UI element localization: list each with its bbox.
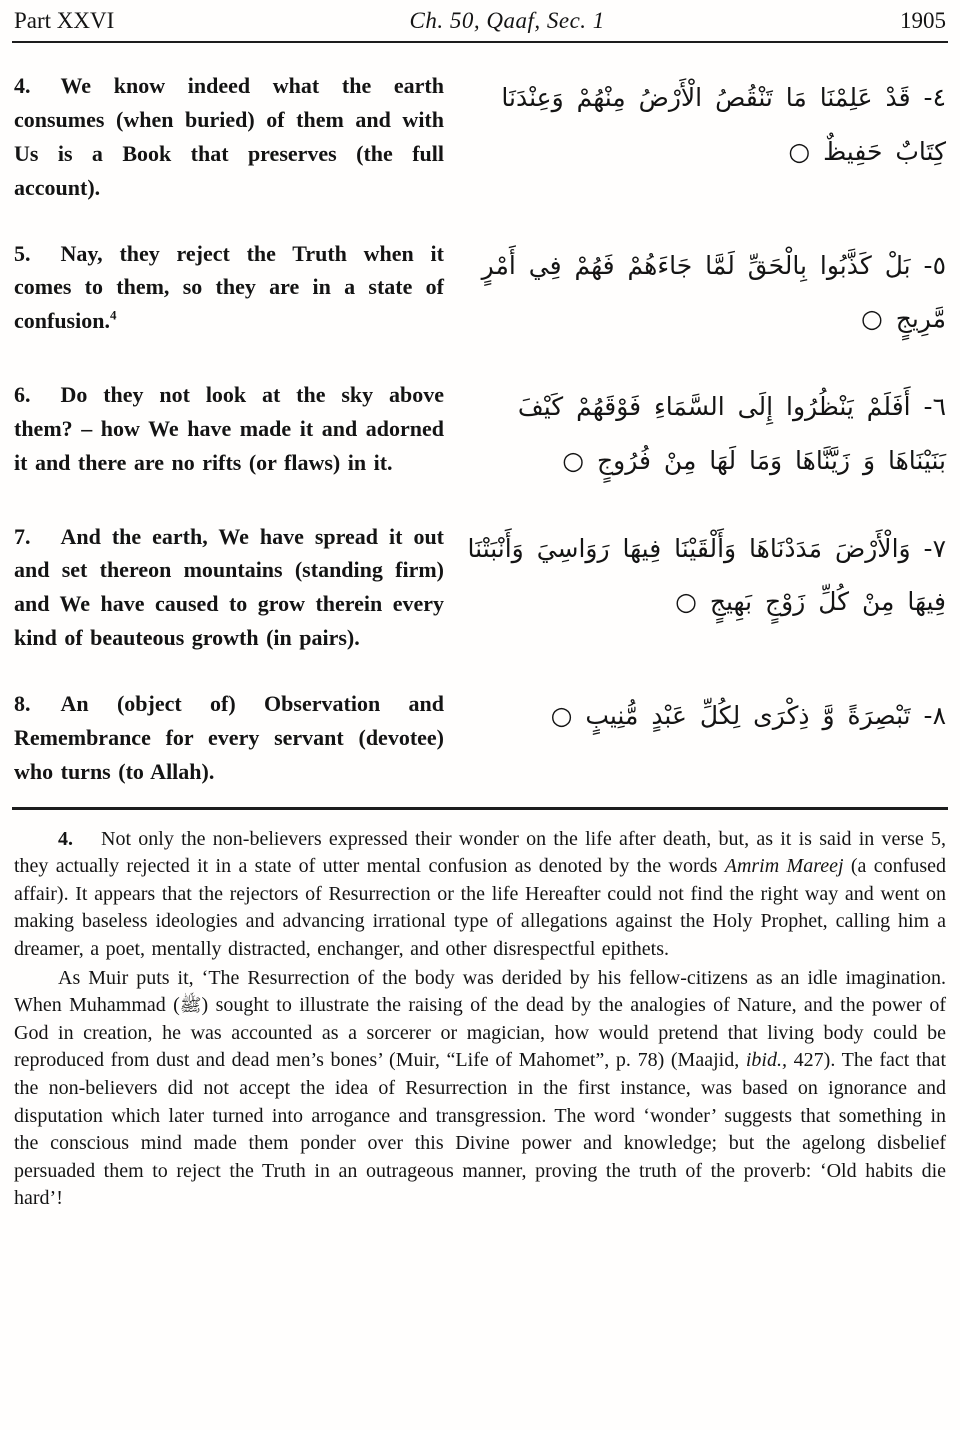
verse-8-english bbox=[14, 687, 444, 789]
footnote-muir-text-1: As Muir puts it, ‘The Resurrection of the body was derided by his fellow-citizens as an idle imagination. When Muhammad ( bbox=[14, 966, 946, 1017]
footnote-muir-paragraph bbox=[14, 965, 946, 1213]
verse-row-8 bbox=[14, 687, 946, 789]
footnote-muir-text-3: 427). The fact that the non-believers did not accept the idea of Resurrection in the first instance, was based on ignorance and disputation which later turned into arrogance and transgression. The word ‘wonder’ suggests that something in the conscious mind made them ponder over this Divine power and knowledge; but the agelong disbelief persuaded them to reject the Truth in an outrageous manner, proving the truth of the proverb: ‘Old habits die hard’! bbox=[14, 1049, 946, 1210]
verse-row-7 bbox=[14, 520, 946, 656]
footnote-4-text-before: Not only the non-believers expressed their wonder on the life after death, but, as it is said in verse 5, they actually rejected it in a state of utter mental confusion as denoted by the words bbox=[14, 827, 946, 878]
verses-section bbox=[12, 43, 948, 807]
verse-4-arabic: ٤- قَدْ عَلِمْنَا مَا تَنْقُصُ الْأَرْضُ مِنْهُمْ وَعِنْدَنَا كِتَابٌ حَفِيظٌ ○ bbox=[501, 83, 946, 166]
page-number: 1905 bbox=[900, 8, 946, 33]
footnote-4-marker: 4. bbox=[58, 827, 73, 850]
footnote-muir-text-2: ) sought to illustrate the raising of the dead by the analogies of Nature, and the power of God in creation, he was accounted as a sorcerer or magician, how would pretend that living body could be reproduced from dust and dead men’s bones’ (Muir, “Life of Mahomet”, p. 78) (Maajid, bbox=[14, 994, 946, 1072]
verse-4-number: 4. bbox=[14, 73, 31, 98]
verse-5-text: Nay, they reject the Truth when it comes to them, so they are in a state of confusion. bbox=[14, 240, 444, 334]
verse-5-number: 5. bbox=[14, 240, 31, 266]
verse-6-arabic: ٦- أَفَلَمْ يَنْظُرُوا إِلَى السَّمَاءِ فَوْقَهُمْ كَيْفَ بَنَيْنَاهَا وَ زَيَّنَّاهَا وَمَا لَهَا مِنْ فُرُوجٍ ○ bbox=[517, 392, 946, 475]
footnote-muir-italic-ibid: ibid., bbox=[745, 1049, 787, 1072]
footnote-reference-4: 4 bbox=[109, 307, 117, 323]
footnote-4-text-after: (a confused affair). It appears that the rejectors of Resurrection or the life Hereafter could not find the right way and went on making baseless ideologies and advancing irrational type of allegations against the Holy Prophet, calling him a dreamer, a poet, mentally distracted, enchanger, and other disrespectful epithets. bbox=[14, 855, 946, 960]
verse-row-4 bbox=[14, 69, 946, 205]
verse-5-arabic: ٥- بَلْ كَذَّبُوا بِالْحَقِّ لَمَّا جَاءَهُمْ فَهُمْ فِي أَمْرٍ مَّرِيجٍ ○ bbox=[481, 250, 946, 334]
verse-7-number: 7. bbox=[14, 523, 31, 549]
verse-6-number: 6. bbox=[14, 382, 31, 407]
verse-7-arabic: ٧- وَالْأَرْضَ مَدَدْنَاهَا وَأَلْقَيْنَا فِيهَا رَوَاسِيَ وَأَنْبَتْنَا فِيهَا مِنْ كُلِّ زَوْجٍ بَهِيجٍ ○ bbox=[467, 533, 946, 617]
verse-5-english bbox=[14, 237, 444, 339]
footnote-4-italic-term: Amrim Mareej bbox=[724, 855, 844, 878]
verse-4-text: We know indeed what the earth consumes (when buried) of them and with Us is a Book that preserves (the full account). bbox=[14, 73, 444, 200]
verse-8-arabic: ٨- تَبْصِرَةً وَّ ذِكْرَى لِكُلِّ عَبْدٍ مُّنِيبٍ ○ bbox=[550, 701, 946, 730]
verse-8-text: An (object of) Observation and Remembrance for every servant (devotee) who turns (to Allah). bbox=[14, 691, 444, 784]
verse-4-english bbox=[14, 69, 444, 205]
verse-6-text: Do they not look at the sky above them? – how We have made it and adorned it and there are no rifts (or flaws) in it. bbox=[14, 382, 444, 475]
verse-8-number: 8. bbox=[14, 691, 31, 716]
verse-7-text: And the earth, We have spread it out and set thereon mountains (standing firm) and We have caused to grow therein every kind of beauteous growth (in pairs). bbox=[14, 523, 444, 651]
footnotes-section bbox=[12, 810, 948, 1213]
verse-row-5 bbox=[14, 237, 946, 347]
page-header bbox=[12, 6, 948, 41]
part-label: Part XXVI bbox=[14, 8, 115, 33]
chapter-title: Ch. 50, Qaaf, Sec. 1 bbox=[409, 8, 605, 33]
verse-7-english bbox=[14, 520, 444, 656]
pbuh-calligraphy-symbol: ﷺ bbox=[179, 995, 202, 1017]
footnote-4-paragraph bbox=[14, 826, 946, 964]
verse-6-english bbox=[14, 378, 444, 480]
verse-row-6 bbox=[14, 378, 946, 488]
